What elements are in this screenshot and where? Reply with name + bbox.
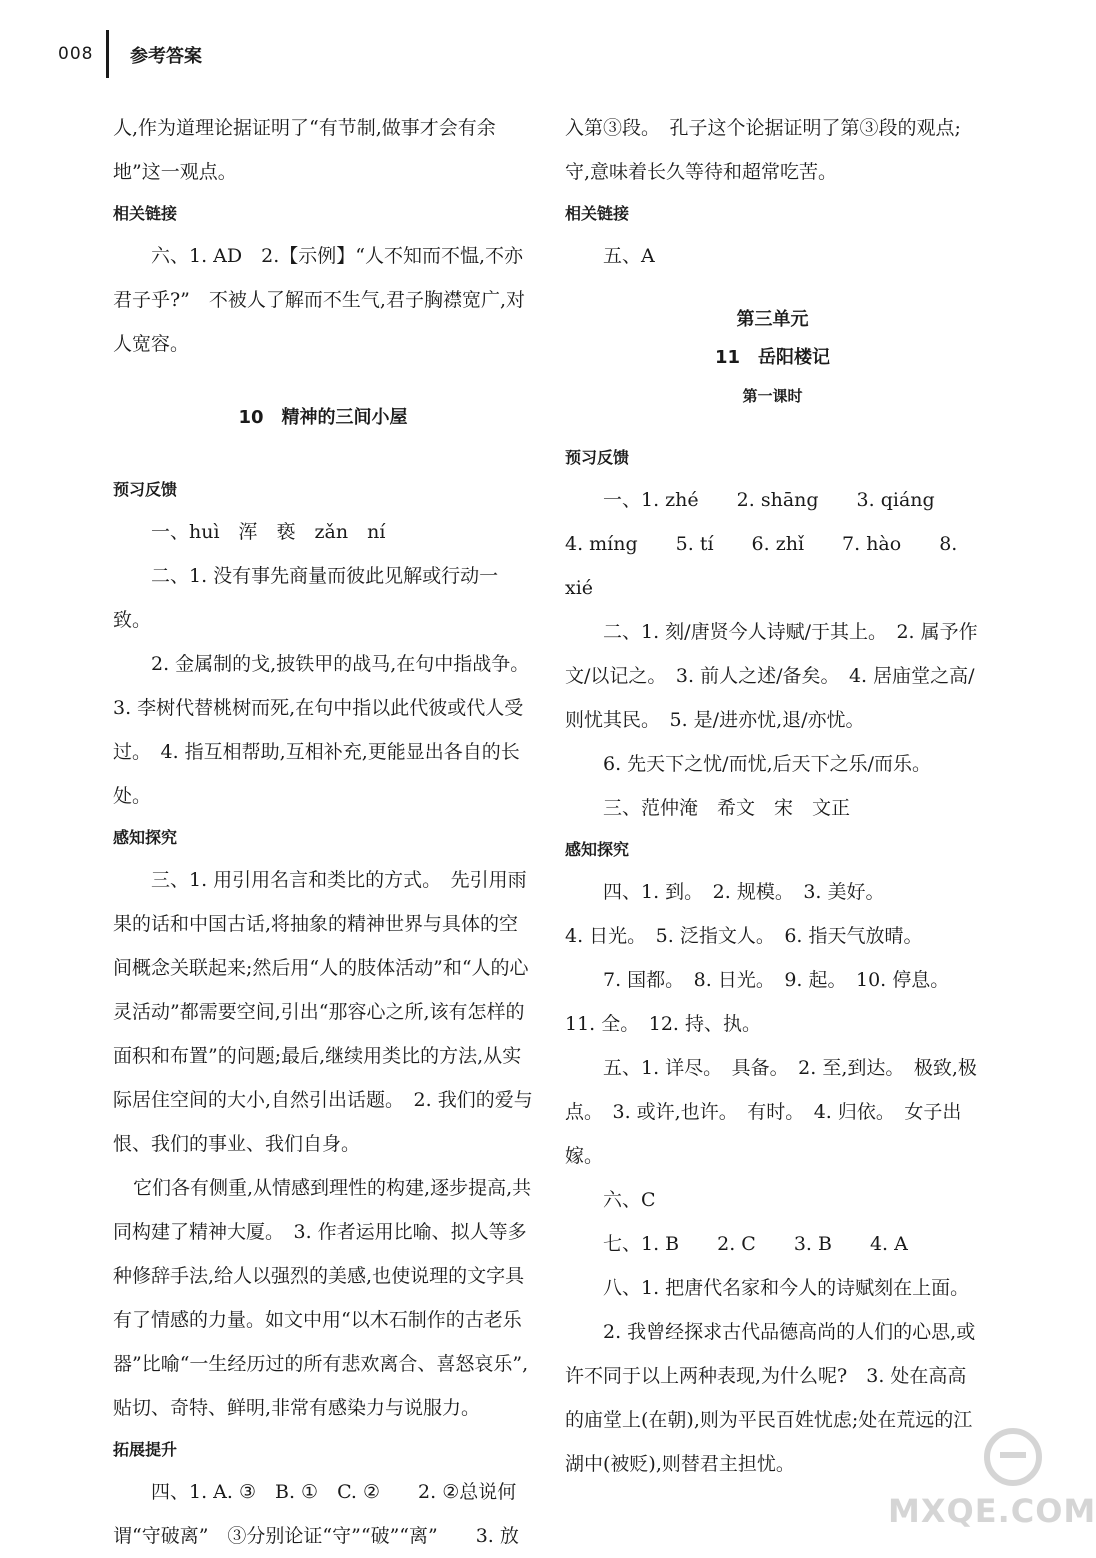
section-heading: 相关链接 [565, 204, 630, 223]
paragraph: 入第③段。 孔子这个论据证明了第③段的观点;守,意味着长久等待和超常吃苦。 [565, 117, 961, 183]
paragraph: 7. 国都。 8. 日光。 9. 起。 10. 停息。 11. 全。 12. 持、执。 [565, 969, 959, 1035]
paragraph: 六、C [603, 1189, 656, 1211]
paragraph: 二、1. 没有事先商量而彼此见解或行动一致。 [113, 565, 499, 631]
paragraph: 人,作为道理论据证明了“有节制,做事才会有余地”这一观点。 [113, 117, 496, 183]
paragraph: 五、1. 详尽。 具备。 2. 至,到达。 极致,极点。 3. 或许,也许。 有时。 4. 归依。 女子出嫁。 [565, 1057, 977, 1167]
paragraph: 6. 先天下之忧/而忧,后天下之乐/而乐。 [603, 753, 932, 775]
section-heading: 感知探究 [113, 828, 178, 847]
paragraph: 八、1. 把唐代名家和今人的诗赋刻在上面。 [603, 1277, 970, 1299]
section-heading: 预习反馈 [565, 448, 630, 467]
paragraph: 六、1. AD 2.【示例】“人不知而不愠,不亦君子乎?” 不被人了解而不生气,君子胸襟宽广,对人宽容。 [113, 245, 525, 355]
paragraph: 四、1. 到。 2. 规模。 3. 美好。 [603, 881, 885, 903]
chapter-title: 11 岳阳楼记 [714, 347, 831, 368]
header-title: 参考答案 [130, 46, 202, 67]
paragraph: 它们各有侧重,从情感到理性的构建,逐步提高,共同构建了精神大厦。 3. 作者运用比喻、拟人等多种修辞手法,给人以强烈的美感,也使说理的文字具有了情感的力量。如文中用“以木石制作的古老乐器”比喻“一生经历过的所有悲欢离合、喜怒哀乐”,贴切、奇特、鲜明,非常有感染力与说服力。 [113, 1177, 532, 1419]
watermark-icon [984, 1428, 1042, 1486]
unit-title: 第三单元 [736, 309, 809, 330]
paragraph: 4. 日光。 5. 泛指文人。 6. 指天气放晴。 [565, 925, 923, 947]
page-number: 008 [58, 44, 94, 64]
paragraph: 三、范仲淹 希文 宋 文正 [603, 797, 851, 819]
lesson-title: 第一课时 [742, 387, 803, 405]
chapter-title: 10 精神的三间小屋 [238, 407, 408, 428]
section-heading: 相关链接 [113, 204, 178, 223]
right-column [565, 106, 980, 1486]
left-column [113, 106, 539, 1558]
header-divider [106, 30, 109, 78]
paragraph: 三、1. 用引用名言和类比的方式。 先引用雨果的话和中国古话,将抽象的精神世界与具体的空间概念关联起来;然后用“人的肢体活动”和“人的心灵活动”都需要空间,引出“那容心之所,该有怎样的面积和布置”的问题;最后,继续用类比的方法,从实际居住空间的大小,自然引出话题。 2. 我们的爱与恨、我们的事业、我们自身。 [113, 869, 533, 1155]
section-heading: 拓展提升 [113, 1440, 178, 1459]
paragraph: 四、1. A. ③ B. ① C. ② 2. ②总说何谓“守破离” ③分别论证“守”“破”“离” 3. 放 [113, 1481, 519, 1547]
paragraph: 一、huì 浑 亵 zǎn ní [151, 521, 386, 543]
section-heading: 感知探究 [565, 840, 630, 859]
paragraph: 二、1. 刻/唐贤今人诗赋/于其上。 2. 属予作文/以记之。 3. 前人之述/备矣。 4. 居庙堂之高/则忧其民。 5. 是/进亦忧,退/亦忧。 [565, 621, 978, 731]
paragraph: 4. míng 5. tí 6. zhǐ 7. hào 8. xié [565, 533, 964, 599]
paragraph: 2. 金属制的戈,披铁甲的战马,在句中指战争。 3. 李树代替桃树而死,在句中指以此代彼或代人受过。 4. 指互相帮助,互相补充,更能显出各自的长处。 [113, 653, 539, 807]
paragraph: 七、1. B 2. C 3. B 4. A [603, 1233, 908, 1255]
paragraph: 2. 我曾经探求古代品德高尚的人们的心思,或许不同于以上两种表现,为什么呢? 3. 处在高高的庙堂上(在朝),则为平民百姓忧虑;处在荒远的江湖中(被贬),则替君主担忧。 [565, 1321, 976, 1475]
watermark-logo [878, 1420, 1096, 1530]
watermark-text: MXQE.COM [888, 1492, 1096, 1530]
paragraph: 一、1. zhé 2. shāng 3. qiáng [603, 489, 935, 511]
section-heading: 预习反馈 [113, 480, 178, 499]
paragraph: 五、A [603, 245, 655, 267]
